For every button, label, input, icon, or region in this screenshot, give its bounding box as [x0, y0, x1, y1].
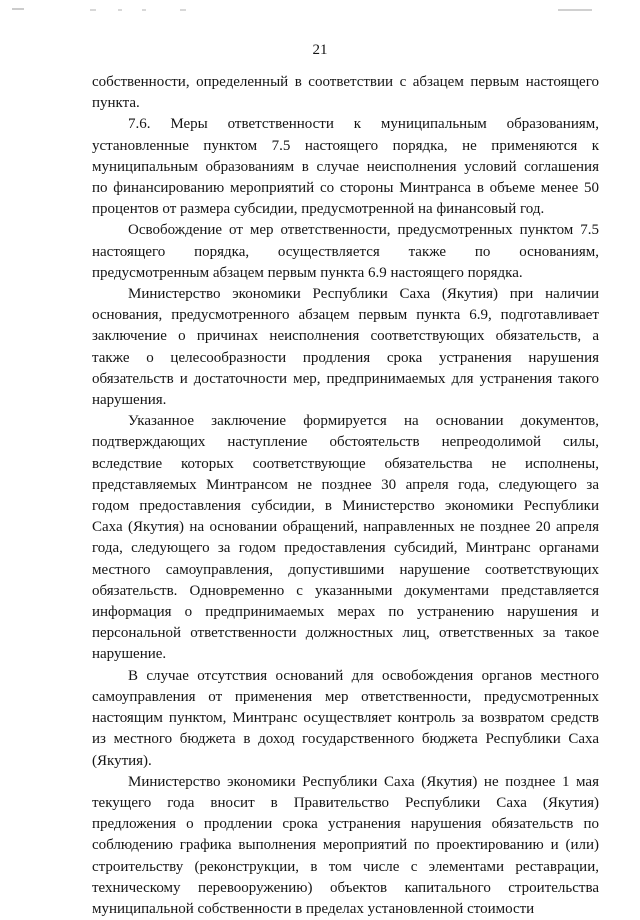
line-text: Министерство экономики Республики Саха (Якутия) не позднее 1 мая: [128, 773, 599, 790]
text-line: [92, 814, 599, 835]
text-line: [92, 72, 599, 93]
line-text: нарушения.: [92, 392, 167, 409]
text-line: [92, 857, 599, 878]
text-line: [92, 687, 599, 708]
line-text: нарушение.: [92, 646, 167, 663]
line-text: техническому перевооружению) объектов капитального строительства: [92, 879, 599, 896]
paragraph-p4: [92, 284, 599, 411]
line-text: предусмотренным абзацем первым пункта 6.9 настоящего порядка.: [92, 264, 523, 281]
line-text: информация о предпринимаемых мерах по устранению нарушения и: [92, 604, 599, 621]
text-line: [92, 136, 599, 157]
text-line: [92, 475, 599, 496]
line-text: по финансированию мероприятий со стороны Минтранса в объеме менее 50: [92, 180, 599, 197]
text-line: [92, 284, 599, 305]
text-line: [92, 560, 599, 581]
line-text: обязательств. Одновременно с указанными документами представляется: [92, 582, 599, 599]
line-text: процентов от размера субсидии, предусмотренной на финансовый год.: [92, 201, 545, 218]
text-line: [92, 835, 599, 856]
line-text: настоящего порядка, осуществляется также по основаниям,: [92, 243, 599, 260]
line-text: представляемых Минтрансом не позднее 30 апреля года, следующего за: [92, 476, 599, 493]
line-text: установленные пунктом 7.5 настоящего порядка, не применяются к: [92, 137, 599, 154]
line-text: подтверждающих наступление обстоятельств непреодолимой силы,: [92, 434, 599, 451]
text-line: [92, 369, 599, 390]
text-line: [92, 114, 599, 135]
line-text: заключение о причинах неисполнения соответствующих обязательств, а: [92, 328, 599, 345]
text-line: [92, 708, 599, 729]
text-line: [92, 220, 599, 241]
paragraph-p2: [92, 114, 599, 220]
line-text: строительству (реконструкции, в том числе с элементами реставрации,: [92, 858, 599, 875]
text-line: [92, 411, 599, 432]
line-text: персональной ответственности должностных лиц, ответственных за такое: [92, 625, 599, 642]
text-line: [92, 602, 599, 623]
text-line: [92, 199, 599, 220]
line-text: соблюдению графика выполнения мероприятий по проектированию и (или): [92, 837, 599, 854]
paragraph-p1: [92, 72, 599, 114]
paragraph-p7: [92, 772, 599, 920]
text-line: [92, 751, 599, 772]
line-text: из местного бюджета в доход государственного бюджета Республики Саха: [92, 731, 599, 748]
line-text: основания, предусмотренного абзацем первым пункта 6.9, подготавливает: [92, 307, 599, 324]
text-line: [92, 517, 599, 538]
text-line: [92, 93, 599, 114]
line-text: годом предоставления субсидии, в Министерство экономики Республики: [92, 498, 599, 515]
text-line: [92, 348, 599, 369]
paragraph-p6: [92, 666, 599, 772]
text-line: [92, 242, 599, 263]
line-text: муниципальным образованиям в случае неисполнения условий соглашения: [92, 158, 599, 175]
text-line: [92, 729, 599, 750]
text-line: [92, 454, 599, 475]
text-line: [92, 263, 599, 284]
line-text: собственности, определенный в соответствии с абзацем первым настоящего: [92, 74, 599, 90]
paragraph-p5: [92, 411, 599, 665]
text-line: [92, 878, 599, 899]
line-text: настоящим пунктом, Минтранс осуществляет контроль за возвратом средств: [92, 710, 599, 727]
line-text: Освобождение от мер ответственности, предусмотренных пунктом 7.5: [128, 222, 599, 239]
text-line: [92, 432, 599, 453]
line-text: предложения о продлении срока устранения нарушения обязательств по: [92, 816, 599, 833]
line-text: В случае отсутствия оснований для освобождения органов местного: [128, 667, 599, 684]
text-line: [92, 899, 599, 920]
line-text: Саха (Якутия) на основании обращений, направленных не позднее 20 апреля: [92, 519, 599, 536]
text-line: [92, 326, 599, 347]
text-line: [92, 157, 599, 178]
text-line: [92, 793, 599, 814]
text-line: [92, 623, 599, 644]
paragraph-p3: [92, 220, 599, 284]
text-line: [92, 581, 599, 602]
line-text: пункта.: [92, 95, 140, 112]
scan-artifact-marks: [0, 0, 640, 20]
line-text: обязательств и достаточности мер, предпринимаемых для устранения такого: [92, 370, 599, 387]
line-text: самоуправления от применения мер ответственности, предусмотренных: [92, 688, 599, 705]
text-line: [92, 644, 599, 665]
line-text: Указанное заключение формируется на основании документов,: [128, 413, 599, 430]
text-line: [92, 538, 599, 559]
text-line: [92, 772, 599, 793]
line-text: также о целесообразности продления срока устранения нарушения: [92, 349, 599, 366]
line-text: муниципальной собственности в пределах установленной стоимости: [92, 900, 535, 917]
line-text: Министерство экономики Республики Саха (Якутия) при наличии: [128, 286, 599, 303]
line-text: местного самоуправления, допустившими нарушение соответствующих: [92, 561, 599, 578]
line-text: года, следующего за годом предоставления субсидий, Минтранс органами: [92, 540, 599, 557]
line-text: 7.6. Меры ответственности к муниципальным образованиям,: [128, 116, 599, 133]
text-line: [92, 178, 599, 199]
line-text: вследствие которых соответствующие обязательства не исполнены,: [92, 455, 599, 472]
line-text: текущего года вносит в Правительство Республики Саха (Якутия): [92, 794, 599, 811]
text-line: [92, 390, 599, 411]
text-line: [92, 666, 599, 687]
line-text: (Якутия).: [92, 752, 152, 769]
page-number: 21: [312, 42, 328, 58]
text-line: [92, 496, 599, 517]
text-line: [92, 305, 599, 326]
document-body: [92, 72, 599, 920]
